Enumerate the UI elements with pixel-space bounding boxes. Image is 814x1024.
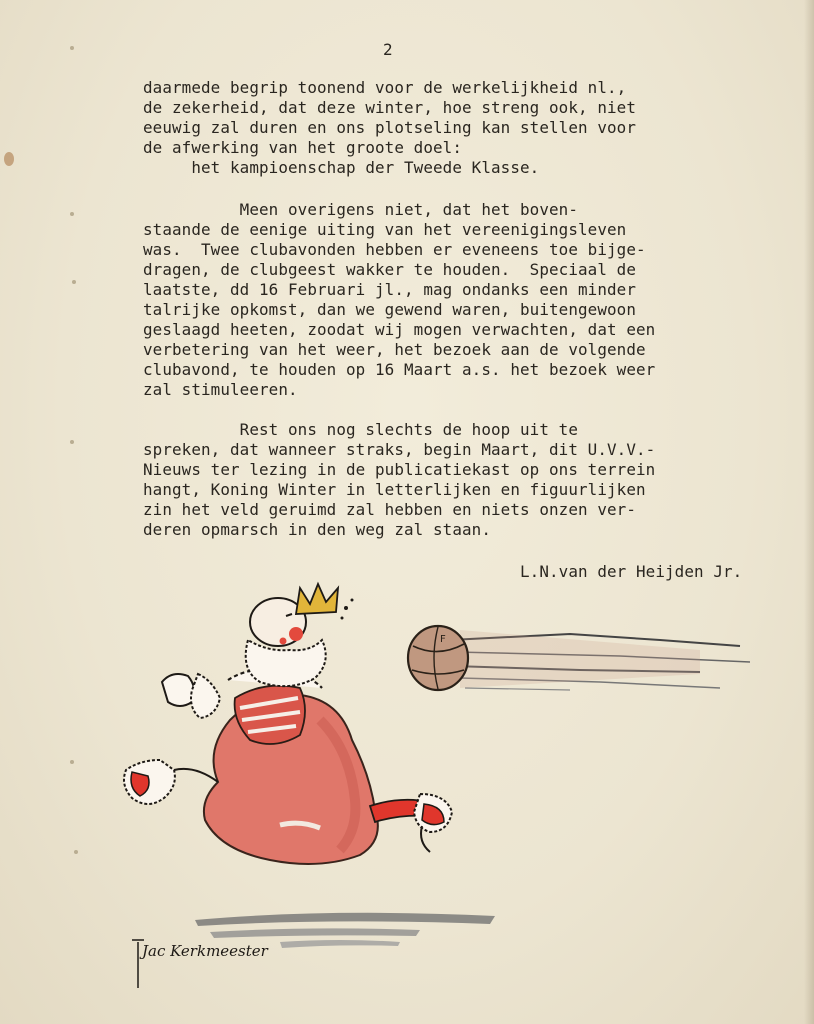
king-winter-illustration (100, 570, 800, 1020)
ball-letter: F (440, 634, 446, 645)
binding-hole (70, 760, 74, 764)
football-icon (408, 626, 750, 690)
rust-stain (4, 152, 14, 166)
paragraph-1: daarmede begrip toonend voor de werkelijkheid nl., de zekerheid, dat deze winter, hoe streng ook, niet eeuwig zal duren en ons plotseling kan stellen voor de afwerking van het groote doel: het kampioenschap der Tweede Klasse. (143, 78, 637, 177)
artist-signature-text: Jac Kerkmeester (142, 942, 268, 960)
binding-hole (70, 46, 74, 50)
author-signature: L.N.van der Heijden Jr. (520, 562, 743, 581)
page-number: 2 (383, 40, 393, 59)
paragraph-3: Rest ons nog slechts de hoop uit te spreken, dat wanneer straks, begin Maart, dit U.V.V.- Nieuws ter lezing in de publicatiekast op ons terrein hangt, Koning Winter in letterlijken en figuurlijken zin het veld geruimd zal hebben en niets onzen ver- deren opmarsch in den weg zal staan. (143, 420, 656, 539)
crown-icon (296, 584, 338, 614)
king-figure (124, 584, 452, 864)
paragraph-2: Meen overigens niet, dat het boven- staande de eenige uiting van het vereenigingsleven was. Twee clubavonden hebben er eveneens toe bijge- dragen, de clubgeest wakker te houden. Speciaal de laatste, dd 16 Februari jl., mag ondanks een minder talrijke opkomst, dan we gewend waren, buitengewoon geslaagd heeten, zoodat wij mogen verwachten, dat een verbetering van het weer, het bezoek aan de volgende clubavond, te houden op 16 Maart a.s. het bezoek weer zal stimuleeren. (143, 200, 656, 399)
page-edge-shadow (804, 0, 814, 1024)
binding-hole (70, 212, 74, 216)
binding-hole (74, 850, 78, 854)
binding-hole (72, 280, 76, 284)
artist-signature (132, 940, 269, 988)
binding-hole (70, 440, 74, 444)
